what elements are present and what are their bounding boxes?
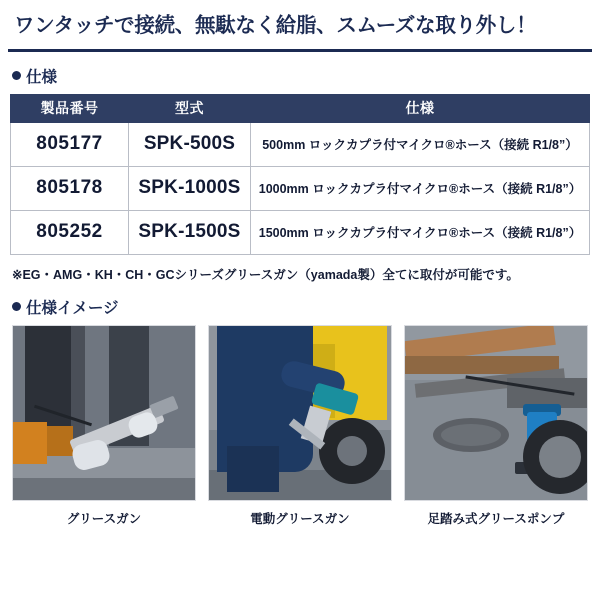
compatibility-note: ※EG・AMG・KH・CH・GCシリーズグリースガン（yamada製）全てに取付が可能です。 xyxy=(12,267,519,282)
table-header-row xyxy=(11,94,590,122)
cell-number: 805252 xyxy=(11,210,129,254)
table-row xyxy=(11,122,590,166)
image-card-foot-pump xyxy=(404,325,588,527)
image-card-grease-gun xyxy=(12,325,196,527)
bullet-dot-icon xyxy=(12,302,21,311)
page-title: ワンタッチで接続、無駄なく給脂、スムーズな取り外し！ xyxy=(14,14,537,37)
section-heading-images xyxy=(12,296,600,318)
column-header-spec: 仕様 xyxy=(251,94,590,122)
image-card-electric-grease-gun xyxy=(208,325,392,527)
cell-number: 805178 xyxy=(11,166,129,210)
cell-number: 805177 xyxy=(11,122,129,166)
cell-spec: 1500mm ロックカプラ付マイクロ®ホース（接続 R1/8”） xyxy=(251,210,590,254)
image-gallery xyxy=(0,325,600,527)
bullet-dot-icon xyxy=(12,71,21,80)
section-heading-spec-label: 仕様 xyxy=(26,68,58,86)
photo-foot-grease-pump xyxy=(404,325,588,501)
cell-spec: 1000mm ロックカプラ付マイクロ®ホース（接続 R1/8”） xyxy=(251,166,590,210)
section-heading-spec xyxy=(12,65,600,87)
cell-model: SPK-1000S xyxy=(129,166,251,210)
spec-table xyxy=(10,94,590,255)
cell-spec: 500mm ロックカプラ付マイクロ®ホース（接続 R1/8”） xyxy=(251,122,590,166)
image-caption: 電動グリースガン xyxy=(250,511,350,526)
title-underline xyxy=(8,49,592,52)
column-header-number: 製品番号 xyxy=(11,94,129,122)
spec-table-wrapper xyxy=(0,94,600,255)
image-caption: 足踏み式グリースポンプ xyxy=(427,511,565,526)
table-row xyxy=(11,166,590,210)
table-row xyxy=(11,210,590,254)
column-header-model: 型式 xyxy=(129,94,251,122)
section-heading-images-label: 仕様イメージ xyxy=(26,299,119,317)
photo-grease-gun xyxy=(12,325,196,501)
cell-model: SPK-500S xyxy=(129,122,251,166)
photo-electric-grease-gun xyxy=(208,325,392,501)
cell-model: SPK-1500S xyxy=(129,210,251,254)
image-caption: グリースガン xyxy=(66,511,142,526)
